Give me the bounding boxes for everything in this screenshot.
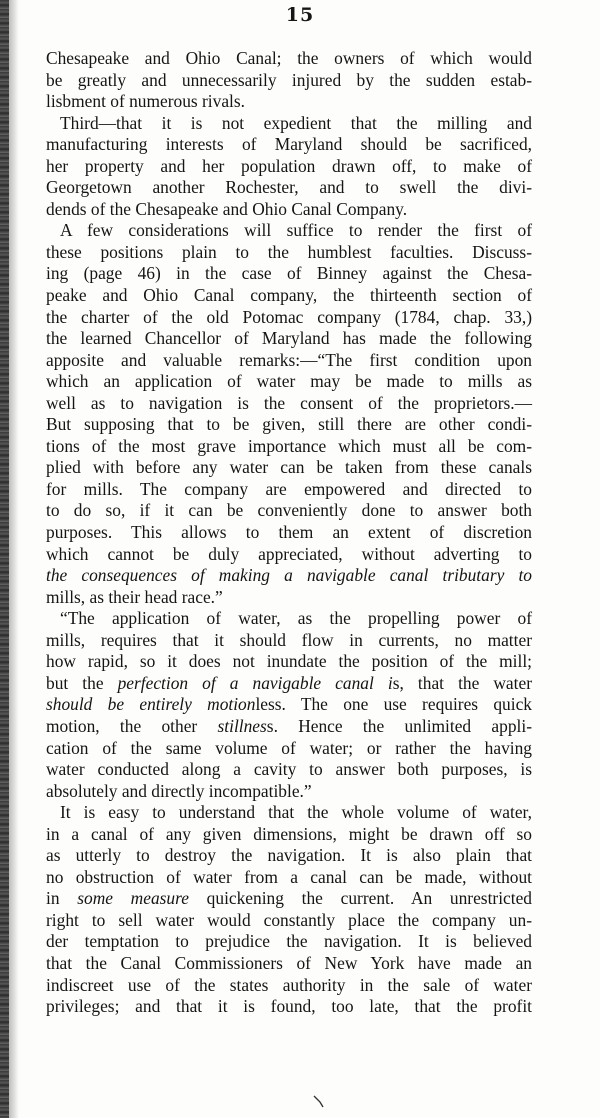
text-line: how rapid, so it does not inundate the position of the mill; xyxy=(46,651,532,672)
text-line: but the perfection of a navigable canal is, that the water xyxy=(46,672,532,693)
text-line: “The application of water, as the propelling power of xyxy=(60,608,532,629)
text-line: well as to navigation is the consent of the proprietors.— xyxy=(46,392,532,413)
text-line: in some measure quickening the current. An unrestricted xyxy=(46,888,532,909)
text-line: the charter of the old Potomac company (1784, chap. 33,) xyxy=(46,306,532,327)
text-line: right to sell water would constantly place the company un- xyxy=(46,909,532,930)
text-line: the learned Chancellor of Maryland has made the following xyxy=(46,328,532,349)
text-line: as utterly to destroy the navigation. It is also plain that xyxy=(46,845,532,866)
text-line: privileges; and that it is found, too late, that the profit xyxy=(46,996,532,1017)
text-line: that the Canal Commissioners of New York have made an xyxy=(46,952,532,973)
text-line: cation of the same volume of water; or rather the having xyxy=(46,737,532,758)
text-line: to do so, if it can be conveniently done to answer both xyxy=(46,500,532,521)
text-line: be greatly and unnecessarily injured by the sudden estab- xyxy=(46,69,532,90)
book-binding-edge xyxy=(0,0,9,1118)
text-line: It is easy to understand that the whole volume of water, xyxy=(60,802,532,823)
text-line: A few considerations will suffice to render the first of xyxy=(60,220,532,241)
text-line: dends of the Chesapeake and Ohio Canal Company. xyxy=(46,198,408,219)
text-line: water conducted along a cavity to answer both purposes, is xyxy=(46,759,532,780)
text-line: purposes. This allows to them an extent of discretion xyxy=(46,522,532,543)
text-line: should be entirely motionless. The one use requires quick xyxy=(46,694,532,715)
text-line: tions of the most grave importance which must all be com- xyxy=(46,435,532,456)
text-line: mills, requires that it should flow in currents, no matter xyxy=(46,629,532,650)
text-line: these positions plain to the humblest faculties. Discuss- xyxy=(46,241,532,262)
text-line: peake and Ohio Canal company, the thirteenth section of xyxy=(46,285,532,306)
text-line: lisbment of numerous rivals. xyxy=(46,91,245,112)
text-line: which an application of water may be made to mills as xyxy=(46,371,532,392)
page-number: 15 xyxy=(285,4,315,26)
binding-shadow xyxy=(9,0,19,1118)
text-line: mills, as their head race.” xyxy=(46,586,223,607)
text-line: der temptation to prejudice the navigation. It is believed xyxy=(46,931,532,952)
text-line: the consequences of making a navigable canal tributary to xyxy=(46,565,532,586)
text-line: motion, the other stillness. Hence the unlimited appli- xyxy=(46,715,532,736)
text-line: But supposing that to be given, still there are other condi- xyxy=(46,414,532,435)
text-line: Chesapeake and Ohio Canal; the owners of which would xyxy=(46,48,532,68)
text-line: for mills. The company are empowered and directed to xyxy=(46,478,532,499)
text-line: indiscreet use of the states authority in the sale of water xyxy=(46,974,532,995)
text-line: her property and her population drawn off, to make of xyxy=(46,155,532,176)
text-line: apposite and valuable remarks:—“The first condition upon xyxy=(46,349,532,370)
text-line: Georgetown another Rochester, and to swell the divi- xyxy=(46,177,532,198)
body-text xyxy=(46,48,532,1018)
text-line: in a canal of any given dimensions, might be drawn off so xyxy=(46,823,532,844)
text-line: no obstruction of water from a canal can be made, without xyxy=(46,866,532,887)
text-line: Third—that it is not expedient that the milling and xyxy=(60,112,532,133)
text-line: which cannot be duly appreciated, without adverting to xyxy=(46,543,532,564)
stray-ink-mark xyxy=(312,1094,326,1108)
text-line: manufacturing interests of Maryland should be sacrificed, xyxy=(46,134,532,155)
text-line: plied with before any water can be taken from these canals xyxy=(46,457,532,478)
text-line: ing (page 46) in the case of Binney against the Chesa- xyxy=(46,263,532,284)
text-line: absolutely and directly incompatible.” xyxy=(46,780,312,801)
